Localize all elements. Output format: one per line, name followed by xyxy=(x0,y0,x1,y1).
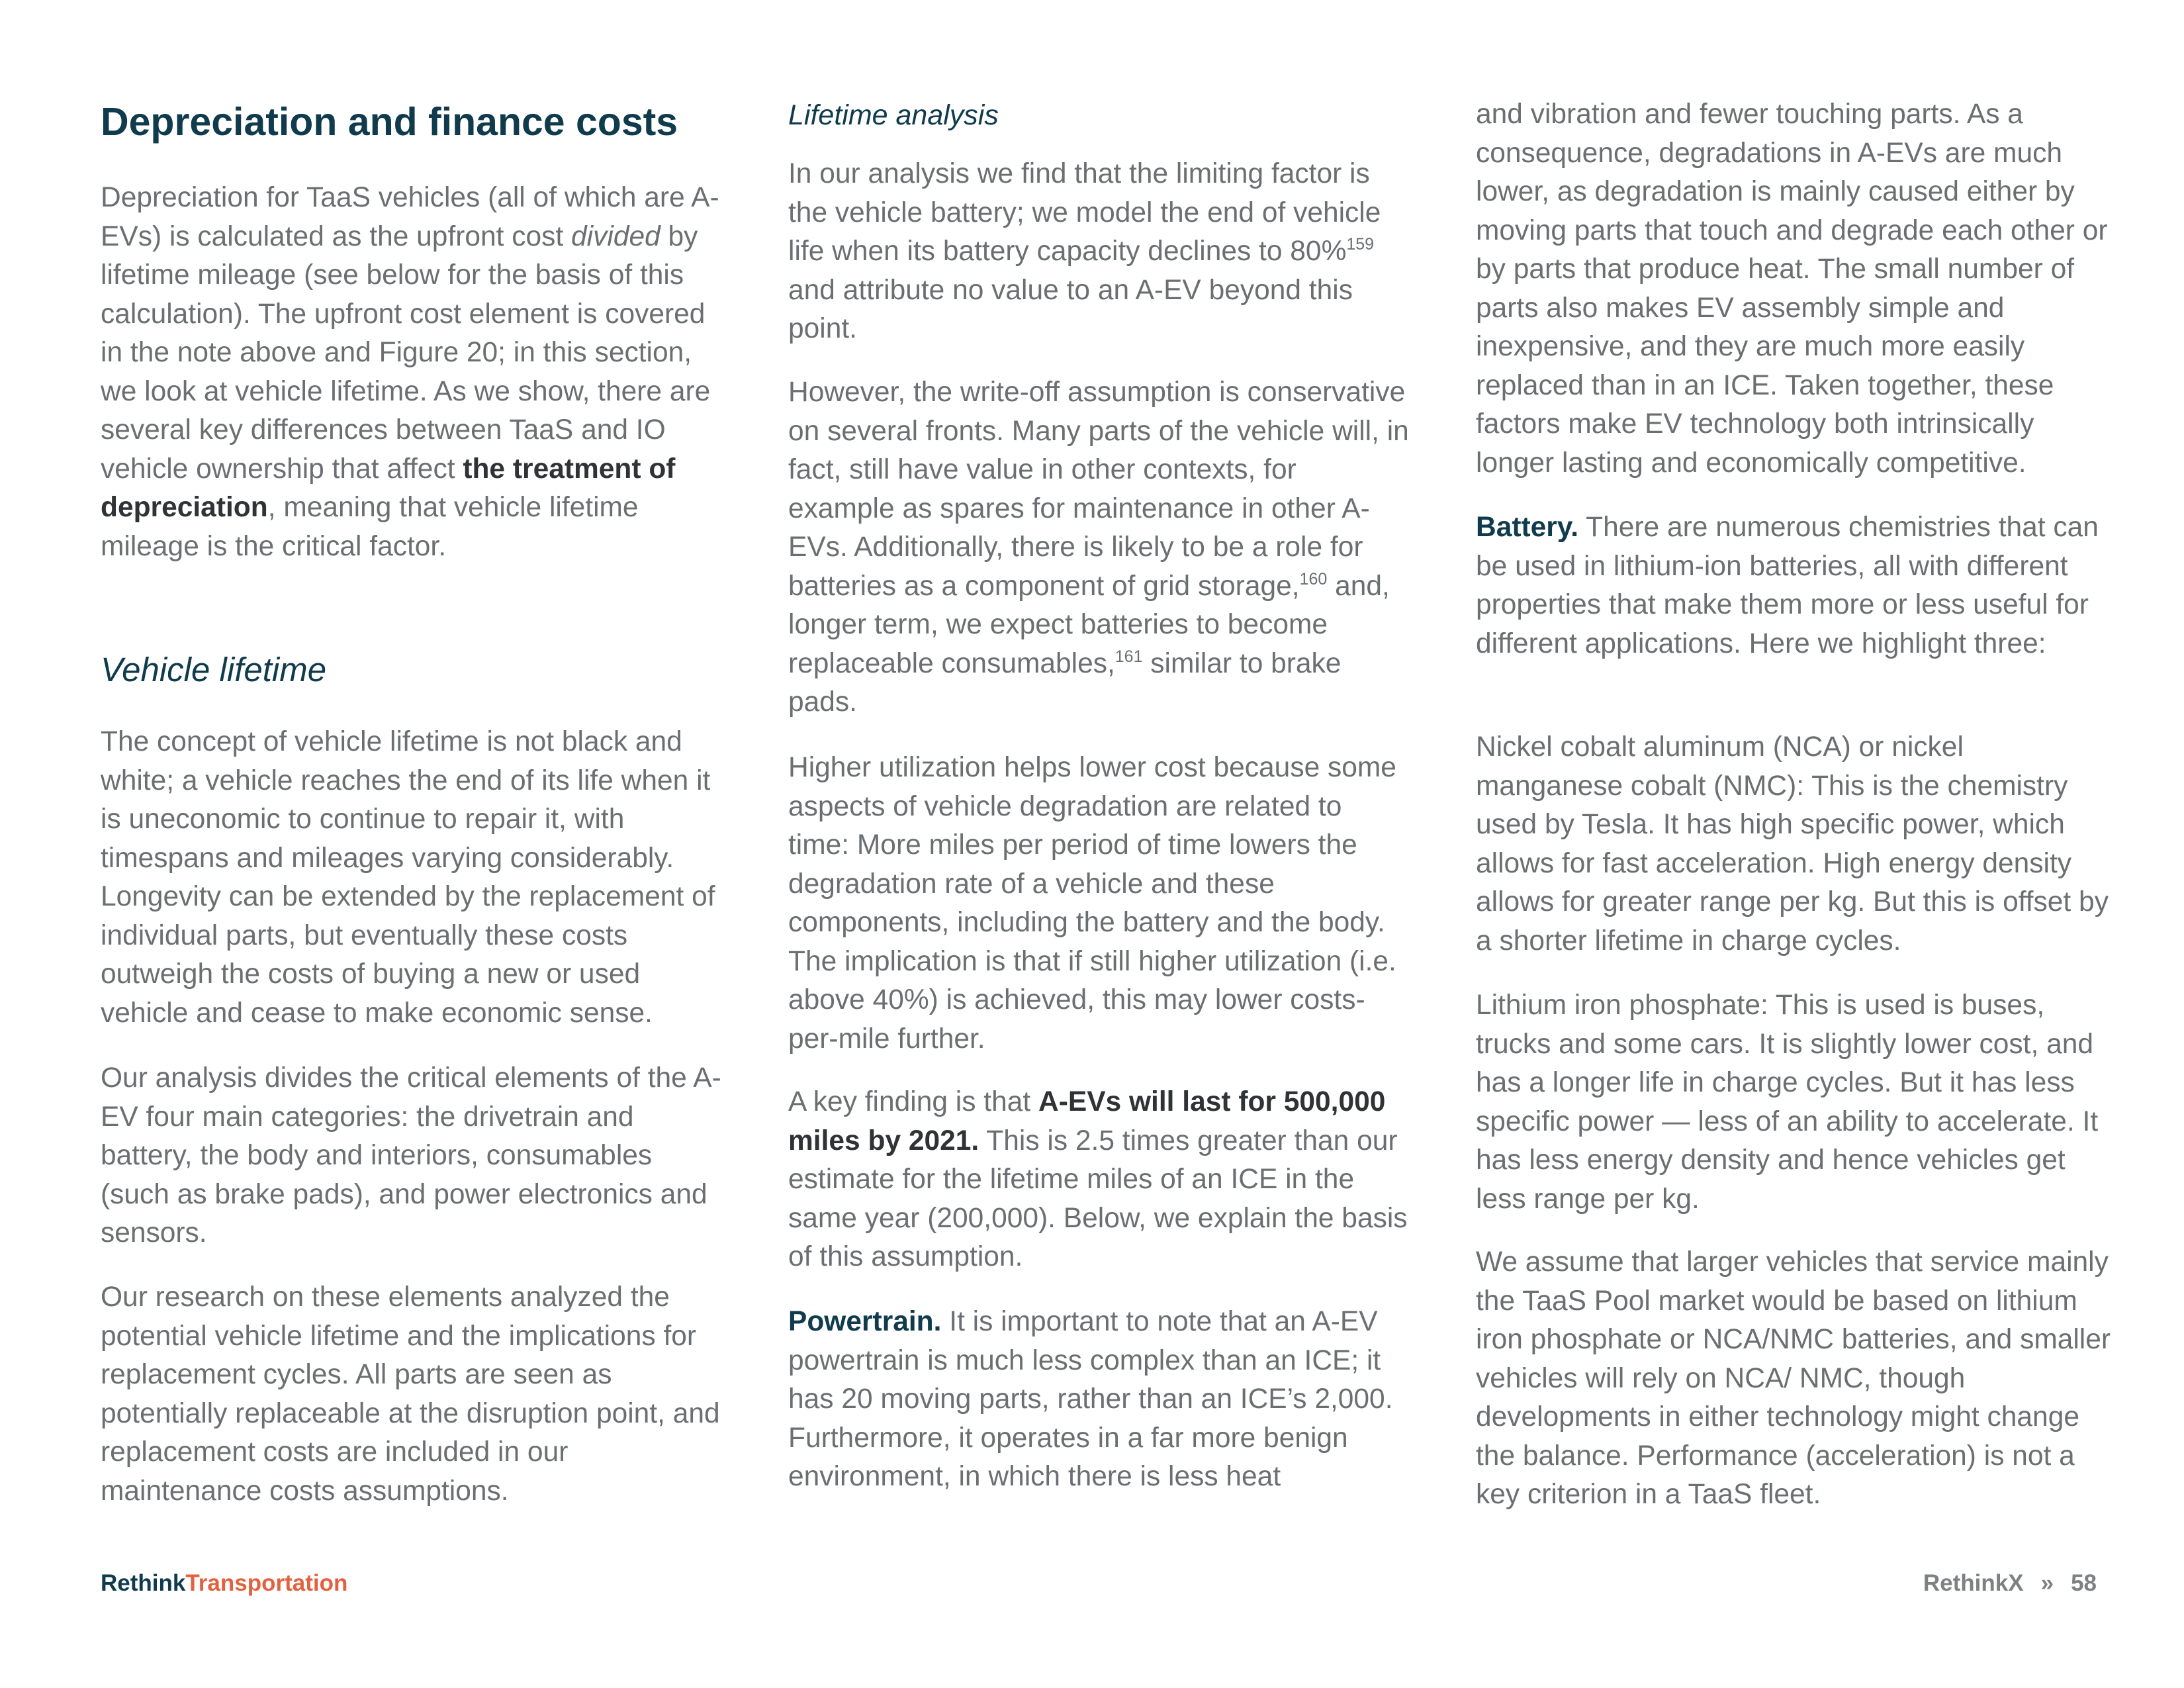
separator: » xyxy=(2040,1570,2054,1596)
paragraph-assumption: We assume that larger vehicles that service mainly the TaaS Pool market would be based on lithium iron phosphate or NCA/NMC batteries, and smaller vehicles will rely on NCA/ NMC, though developments in either technology might change the balance. Performance (acceleration) is not a key criterion in a TaaS fleet. xyxy=(1476,1246,2111,1510)
brand-transportation: Transportation xyxy=(185,1570,348,1596)
subheading-lifetime-analysis: Lifetime analysis xyxy=(788,99,999,131)
paragraph-powertrain: Powertrain. It is important to note that an A-EV powertrain is much less complex than an ICE; it has 20 moving parts, rather than an ICE’s 2,000. Furthermore, it operates in a far more benign environment, in which there is less heat xyxy=(788,1306,1393,1492)
paragraph-utilization: Higher utilization helps lower cost because some aspects of vehicle degradation are related to time: More miles per period of time lowers the degradation rate of a vehicle and these components, including the battery and the body. The implication is that if still higher utilization (i.e. above 40%) is achieved, this may lower costs-per-mile further. xyxy=(788,752,1396,1055)
paragraph-replacement: Our research on these elements analyzed the potential vehicle lifetime and the implications for replacement cycles. All parts are seen as potentially replaceable at the disruption point, and replacement costs are included in our maintenance costs assumptions. xyxy=(101,1282,720,1507)
footnote-ref[interactable]: 159 xyxy=(1346,235,1375,254)
paragraph-write-off: However, the write-off assumption is conservative on several fronts. Many parts of the vehicle will, in fact, still have value in other contexts, for example as spares for maintenance in other A-EVs. Additionally, there is likely to be a role for batteries as a component of grid storage,$^{160}$ and, longer term, we expect batteries to become replaceable consumables,$^{161}$ similar to brake pads. xyxy=(788,377,1409,718)
page-number: 58 xyxy=(2071,1570,2097,1596)
paragraph-battery: Battery. There are numerous chemistries that can be used in lithium-ion batteries, all with different properties that make them more or less useful for different applications. Here we highlight three: xyxy=(1476,512,2099,659)
paragraph-limiting-factor: In our analysis we find that the limiting factor is the vehicle battery; we model the end of vehicle life when its battery capacity declines to 80%$^{159}$ and attribute no value to an A-EV beyond this point. xyxy=(788,158,1381,344)
subheading-vehicle-lifetime: Vehicle lifetime xyxy=(101,651,327,688)
publisher-name: RethinkX xyxy=(1923,1570,2024,1596)
footer-brand xyxy=(101,1570,347,1597)
paragraph-nca-nmc: Nickel cobalt aluminum (NCA) or nickel manganese cobalt (NMC): This is the chemistry used by Tesla. It has high specific power, which allows for fast acceleration. High energy density allows for greater range per kg. But this is offset by a shorter lifetime in charge cycles. xyxy=(1476,731,2109,957)
brand-rethink: Rethink xyxy=(101,1570,186,1596)
paragraph-depreciation-intro: Depreciation for TaaS vehicles (all of which are A-EVs) is calculated as the upfront cost divided by lifetime mileage (see below for the basis of this calculation). The upfront cost element is covered in the note above and Figure 20; in this section, we look at vehicle lifetime. As we show, there are several key differences between TaaS and IO vehicle ownership that affect the treatment of depreciation, meaning that vehicle lifetime mileage is the critical factor. xyxy=(101,182,719,562)
paragraph-key-finding: A key finding is that A-EVs will last for 500,000 miles by 2021. This is 2.5 times greater than our estimate for the lifetime miles of an ICE in the same year (200,000). Below, we explain the basis of this assumption. xyxy=(788,1086,1408,1272)
footnote-ref[interactable]: 161 xyxy=(1115,647,1143,666)
footnote-ref[interactable]: 160 xyxy=(1299,569,1328,588)
footer-page-info xyxy=(1923,1570,2097,1597)
section-heading: Depreciation and finance costs xyxy=(101,100,678,144)
paragraph-lithium-iron-phosphate: Lithium iron phosphate: This is used is buses, trucks and some cars. It is slightly lower cost, and has a longer life in charge cycles. But it has less specific power — less of an ability to accelerate. It has less energy density and hence vehicles get less range per kg. xyxy=(1476,990,2099,1215)
paragraph-categories: Our analysis divides the critical elements of the A-EV four main categories: the drivetrain and battery, the body and interiors, consumables (such as brake pads), and power electronics and sensors. xyxy=(101,1062,721,1248)
paragraph-degradation: and vibration and fewer touching parts. As a consequence, degradations in A-EVs are much lower, as degradation is mainly caused either by moving parts that touch and degrade each other or by parts that produce heat. The small number of parts also makes EV assembly simple and inexpensive, and they are much more easily replaced than in an ICE. Taken together, these factors make EV technology both intrinsically longer lasting and economically competitive. xyxy=(1476,99,2108,479)
paragraph-lifetime-concept: The concept of vehicle lifetime is not black and white; a vehicle reaches the end of its life when it is uneconomic to continue to repair it, with timespans and mileages varying considerably. Longevity can be extended by the replacement of individual parts, but eventually these costs outweigh the costs of buying a new or used vehicle and cease to make economic sense. xyxy=(101,726,715,1029)
